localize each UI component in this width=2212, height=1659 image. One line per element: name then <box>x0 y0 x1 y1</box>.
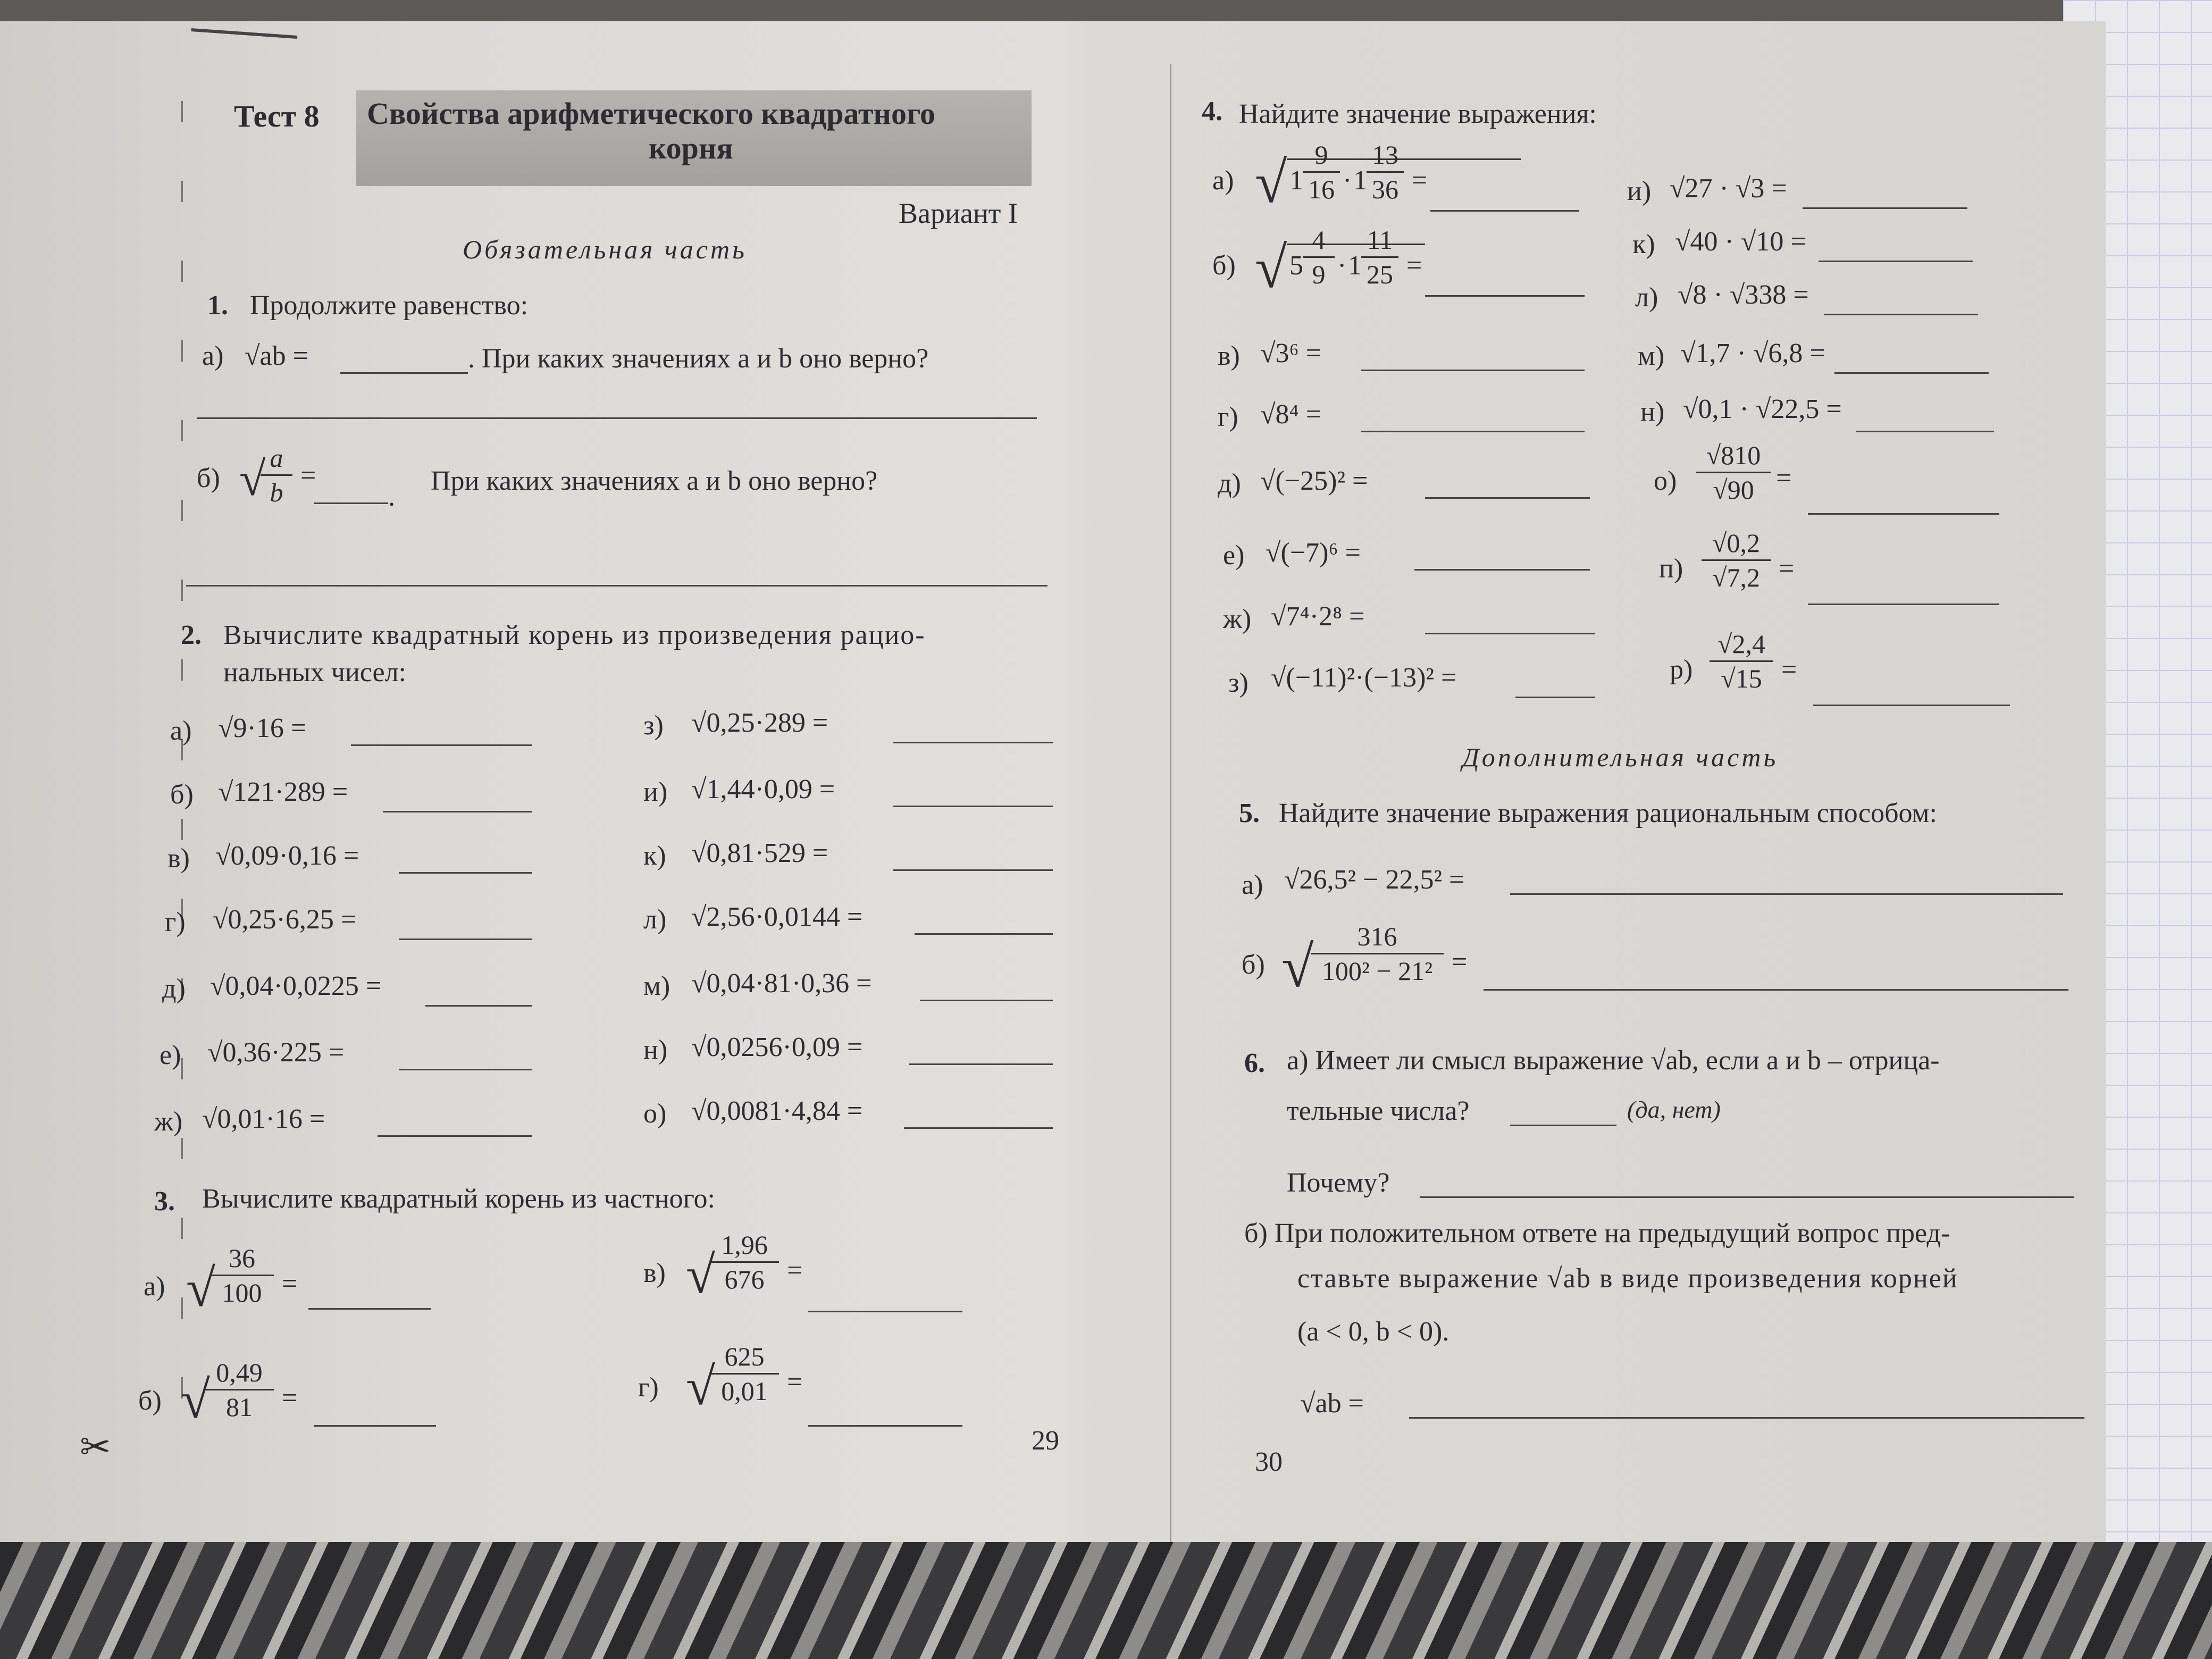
answer-line[interactable] <box>1420 1196 2074 1198</box>
q4-item-label: ж) <box>1223 604 1252 634</box>
answer-line[interactable] <box>893 869 1053 871</box>
fraction-den: 25 <box>1367 259 1393 289</box>
q6a-hint: (да, нет) <box>1627 1096 1721 1123</box>
q4-item-label: н) <box>1640 397 1665 427</box>
q2-item-label: л) <box>643 904 667 935</box>
radical-sign: √ <box>1255 235 1287 300</box>
q4-item-label: а) <box>1212 165 1234 196</box>
fraction-num: 316 <box>1311 920 1444 954</box>
equals: = <box>1412 165 1428 196</box>
answer-line[interactable] <box>1510 1125 1616 1126</box>
whole-part: 5 <box>1289 250 1303 281</box>
dot-operator: · <box>1343 165 1352 196</box>
q2-item-label: и) <box>643 777 668 807</box>
q3-eq: = <box>787 1367 803 1397</box>
margin-tick <box>181 101 183 122</box>
q2-item-label: ж) <box>154 1107 183 1137</box>
q4-item-label: м) <box>1638 341 1665 371</box>
fraction-num: √810 <box>1696 439 1771 473</box>
q1b-question: При каких значениях a и b оно верно? <box>431 466 878 496</box>
q3-eq: = <box>282 1269 298 1299</box>
fraction-den: √90 <box>1713 475 1754 505</box>
answer-line[interactable] <box>378 1135 532 1137</box>
fraction-den: 100 <box>222 1278 262 1308</box>
q2-item-label: д) <box>162 974 186 1004</box>
q1a-question: . При каких значениях a и b оно верно? <box>468 343 929 374</box>
q2-item-label: е) <box>160 1040 181 1070</box>
q4-item-label: д) <box>1218 468 1241 499</box>
q5b-label: б) <box>1242 950 1265 980</box>
page-number: 29 <box>1032 1426 1059 1456</box>
whole-part: 1 <box>1348 250 1362 281</box>
section-required: Обязательная часть <box>463 234 747 264</box>
q2-text-1: Вычислите квадратный корень из произведения рацио- <box>223 620 926 650</box>
q1-number: 1. <box>207 290 228 321</box>
q2-item-expr: √0,0081·4,84 = <box>691 1096 863 1126</box>
fraction-den: √7,2 <box>1712 563 1760 592</box>
q5-number: 5. <box>1239 798 1260 828</box>
q2-item-label: н) <box>643 1035 668 1065</box>
answer-line[interactable] <box>425 1005 532 1007</box>
fraction-num: 1,96 <box>710 1228 779 1263</box>
test-label: Тест 8 <box>234 99 320 133</box>
equals: = <box>1406 250 1422 281</box>
margin-tick <box>181 261 183 282</box>
answer-line[interactable] <box>1361 431 1585 432</box>
q4-item-label: з) <box>1228 668 1249 698</box>
q4-item-expr: √(−7)⁶ = <box>1266 538 1361 568</box>
margin-tick <box>181 420 183 441</box>
q6-why: Почему? <box>1287 1168 1390 1198</box>
answer-line[interactable] <box>383 811 532 812</box>
q4-item-expr: √(−25)² = <box>1260 466 1368 496</box>
margin-tick <box>181 181 183 202</box>
radical-sign: √ <box>1281 934 1314 999</box>
q4-item-label: о) <box>1654 466 1677 496</box>
q4-item-label: е) <box>1223 540 1245 571</box>
q6b-line2: ставьте выражение √ab в виде произведения корней <box>1297 1263 1958 1294</box>
mixed-fraction <box>1303 138 1340 206</box>
answer-line[interactable] <box>893 742 1053 743</box>
q1-text: Продолжите равенство: <box>250 290 529 321</box>
answer-line[interactable] <box>1425 295 1585 297</box>
q2-item-label: к) <box>643 841 666 871</box>
margin-tick <box>181 340 183 362</box>
fraction-num: 625 <box>710 1340 779 1375</box>
q2-item-expr: √121·289 = <box>218 777 348 807</box>
q2-item-expr: √0,09·0,16 = <box>215 841 359 871</box>
answer-line[interactable] <box>1425 497 1590 499</box>
q2-item-expr: √0,25·289 = <box>691 708 828 738</box>
q4r-fraction <box>1710 627 1773 695</box>
margin-tick <box>181 500 183 521</box>
fraction-num: 11 <box>1361 223 1398 258</box>
q4-eq: = <box>1776 463 1792 493</box>
fraction-num: 4 <box>1303 223 1335 258</box>
q4-item-expr: √8⁴ = <box>1260 399 1321 430</box>
q3-eq: = <box>282 1383 298 1413</box>
q4p-fraction <box>1702 526 1771 594</box>
answer-line[interactable] <box>893 806 1053 807</box>
answer-line[interactable] <box>808 1425 962 1427</box>
q4-number: 4. <box>1202 96 1222 127</box>
answer-line[interactable] <box>1425 633 1595 634</box>
q1b-dot: . <box>388 482 395 512</box>
radical-sign: √ <box>186 1259 215 1318</box>
q2-item-expr: √0,01·16 = <box>202 1104 325 1134</box>
q4-item-expr: √40 · √10 = <box>1675 227 1806 257</box>
margin-tick <box>181 819 183 840</box>
q1b-label: б) <box>197 463 220 493</box>
page-29 <box>80 21 1063 1542</box>
q2-text-2: нальных чисел: <box>223 657 406 688</box>
radical-sign: √ <box>239 453 266 506</box>
section-extra: Дополнительная часть <box>1462 742 1779 772</box>
q2-item-label: з) <box>643 710 664 741</box>
answer-line[interactable] <box>915 933 1053 935</box>
fraction-num: 36 <box>210 1242 274 1276</box>
answer-line[interactable] <box>909 1063 1053 1065</box>
answer-line[interactable] <box>1819 261 1973 262</box>
q2-item-expr: √1,44·0,09 = <box>691 774 835 805</box>
whole-part: 1 <box>1289 165 1303 196</box>
q1b-eq: = <box>300 460 316 491</box>
fraction-num: 0,49 <box>205 1356 274 1390</box>
answer-line[interactable] <box>1414 569 1590 571</box>
q4-item-expr: √3⁶ = <box>1260 338 1321 368</box>
mixed-fraction <box>1361 223 1398 291</box>
fraction-den: 16 <box>1308 174 1335 204</box>
q4o-fraction <box>1696 439 1771 506</box>
fraction-num: 13 <box>1367 138 1404 173</box>
page-30 <box>1202 21 2063 1542</box>
q5-text: Найдите значение выражения рациональным способом: <box>1279 798 1937 828</box>
q2-item-expr: √0,81·529 = <box>691 838 828 868</box>
answer-line[interactable] <box>340 372 468 374</box>
q4-eq: = <box>1779 554 1795 584</box>
q5a-expr: √26,5² − 22,5² = <box>1284 865 1465 895</box>
q2-item-label: о) <box>643 1099 667 1129</box>
q4-item-label: и) <box>1627 176 1652 206</box>
scissors-icon: ✂ <box>80 1427 111 1468</box>
q4-item-label: б) <box>1212 250 1236 281</box>
answer-line[interactable] <box>314 502 388 504</box>
answer-line[interactable] <box>314 1425 436 1427</box>
fraction-num: a <box>261 441 292 476</box>
fraction-den: 81 <box>226 1392 253 1422</box>
q2-item-expr: √2,56·0,0144 = <box>691 902 863 932</box>
q5b-fraction <box>1311 920 1444 987</box>
book-spine <box>1170 64 1171 1542</box>
q6-number: 6. <box>1244 1048 1265 1078</box>
fraction-den: 0,01 <box>721 1376 768 1406</box>
q2-item-expr: √0,0256·0,09 = <box>691 1032 863 1062</box>
answer-line[interactable] <box>808 1311 962 1312</box>
title-line-1: Свойства арифметического квадратного <box>367 96 935 131</box>
q3-item-label: г) <box>638 1372 659 1403</box>
fraction-den: 36 <box>1372 174 1398 204</box>
title-line-2: корня <box>649 131 733 165</box>
radical-sign: √ <box>686 1357 715 1416</box>
q2-item-expr: √0,04·0,0225 = <box>210 971 382 1001</box>
q2-number: 2. <box>181 620 202 650</box>
fraction-den: 9 <box>1312 259 1326 289</box>
q2-item-label: б) <box>170 780 194 810</box>
answer-line[interactable] <box>1834 372 1989 374</box>
q4-item-expr: √1,7 · √6,8 = <box>1680 338 1825 368</box>
mixed-fraction <box>1367 138 1404 206</box>
q4-item-expr: √27 · √3 = <box>1670 173 1787 204</box>
radical-sign: √ <box>1255 150 1287 215</box>
answer-line[interactable] <box>1813 705 2010 706</box>
q6a-line2: тельные числа? <box>1287 1096 1470 1126</box>
fabric-background <box>0 1542 2212 1659</box>
answer-line[interactable] <box>399 1069 532 1070</box>
margin-tick <box>181 1058 183 1079</box>
answer-line[interactable] <box>1808 513 1999 515</box>
q3c-fraction <box>710 1228 779 1296</box>
q4-item-label: к) <box>1632 229 1655 259</box>
margin-tick <box>181 580 183 601</box>
q1a-label: а) <box>202 341 224 371</box>
answer-line[interactable] <box>1515 697 1595 698</box>
answer-line[interactable] <box>1361 370 1585 371</box>
q3a-fraction <box>210 1242 274 1309</box>
q1a-expr: √ab = <box>245 341 308 371</box>
answer-line[interactable] <box>186 585 1048 586</box>
margin-tick <box>181 1297 183 1319</box>
q4-item-label: л) <box>1635 282 1658 313</box>
q6b-line3: (a < 0, b < 0). <box>1297 1317 1449 1347</box>
variant-label: Вариант I <box>899 197 1018 229</box>
margin-tick <box>181 1138 183 1159</box>
q2-item-expr: √0,04·81·0,36 = <box>691 968 872 999</box>
answer-line[interactable] <box>399 872 532 874</box>
fraction-den: b <box>270 477 283 507</box>
answer-line[interactable] <box>197 417 1037 419</box>
answer-line[interactable] <box>920 1000 1053 1001</box>
q2-item-expr: √0,36·225 = <box>207 1037 345 1068</box>
answer-line[interactable] <box>1808 604 1999 605</box>
q2-item-expr: √9·16 = <box>218 713 307 743</box>
q2-item-expr: √0,25·6,25 = <box>213 904 357 935</box>
answer-line[interactable] <box>1409 1417 2084 1419</box>
answer-line[interactable] <box>308 1308 431 1310</box>
q6a-line1: а) Имеет ли смысл выражение √ab, если a и b – отрица- <box>1287 1045 1940 1076</box>
q5b-eq: = <box>1452 947 1468 977</box>
q2-item-label: г) <box>165 907 186 937</box>
answer-line[interactable] <box>1856 431 1994 432</box>
q3b-fraction <box>205 1356 274 1423</box>
q4-item-label: г) <box>1218 402 1238 432</box>
q3-item-label: б) <box>138 1386 162 1416</box>
q2-item-label: в) <box>167 843 190 874</box>
q3-item-label: а) <box>144 1271 165 1302</box>
q4-text: Найдите значение выражения: <box>1239 99 1597 129</box>
q1b-fraction <box>261 441 292 509</box>
fraction-den: 100² − 21² <box>1321 956 1433 986</box>
fraction-num: √0,2 <box>1702 526 1771 561</box>
dot-operator: · <box>1337 250 1347 281</box>
page-number: 30 <box>1255 1447 1283 1477</box>
q4-item-expr: √(−11)²·(−13)² = <box>1271 663 1457 693</box>
q3-text: Вычислите квадратный корень из частного: <box>202 1184 715 1214</box>
whole-part: 1 <box>1353 165 1367 196</box>
answer-line[interactable] <box>1803 207 1967 209</box>
q3d-fraction <box>710 1340 779 1407</box>
q6b-line1: б) При положительном ответе на предыдущий вопрос пред- <box>1244 1218 1950 1249</box>
q4-item-label: п) <box>1659 554 1683 584</box>
q2-item-label: м) <box>643 971 671 1001</box>
q4-item-expr: √8 · √338 = <box>1678 280 1809 310</box>
answer-line[interactable] <box>904 1127 1053 1129</box>
answer-line[interactable] <box>399 939 532 940</box>
q4-item-label: в) <box>1218 341 1240 371</box>
q2-item-label: а) <box>170 716 192 746</box>
radical-sign: √ <box>181 1370 210 1429</box>
q5a-label: а) <box>1242 870 1263 900</box>
q4-item-label: р) <box>1670 655 1693 685</box>
q4-item-expr: √7⁴·2⁸ = <box>1271 601 1365 632</box>
fraction-num: 9 <box>1303 138 1340 173</box>
answer-line[interactable] <box>1484 989 2068 991</box>
q3-item-label: в) <box>643 1258 666 1288</box>
q3-eq: = <box>787 1255 803 1286</box>
margin-tick <box>181 1218 183 1239</box>
answer-line[interactable] <box>1510 893 2063 895</box>
mixed-fraction <box>1303 223 1335 291</box>
q4-eq: = <box>1781 655 1797 685</box>
answer-line[interactable] <box>351 744 532 746</box>
fraction-num: √2,4 <box>1710 627 1773 662</box>
answer-line[interactable] <box>1430 210 1579 212</box>
fraction-den: √15 <box>1721 664 1762 693</box>
q6b-expr: √ab = <box>1300 1388 1364 1419</box>
q3-number: 3. <box>154 1186 175 1217</box>
q4-item-expr: √0,1 · √22,5 = <box>1683 394 1842 424</box>
fraction-den: 676 <box>724 1264 765 1294</box>
answer-line[interactable] <box>1824 314 1978 315</box>
open-workbook <box>0 21 2106 1563</box>
margin-tick <box>181 659 183 681</box>
radical-sign: √ <box>686 1245 715 1304</box>
